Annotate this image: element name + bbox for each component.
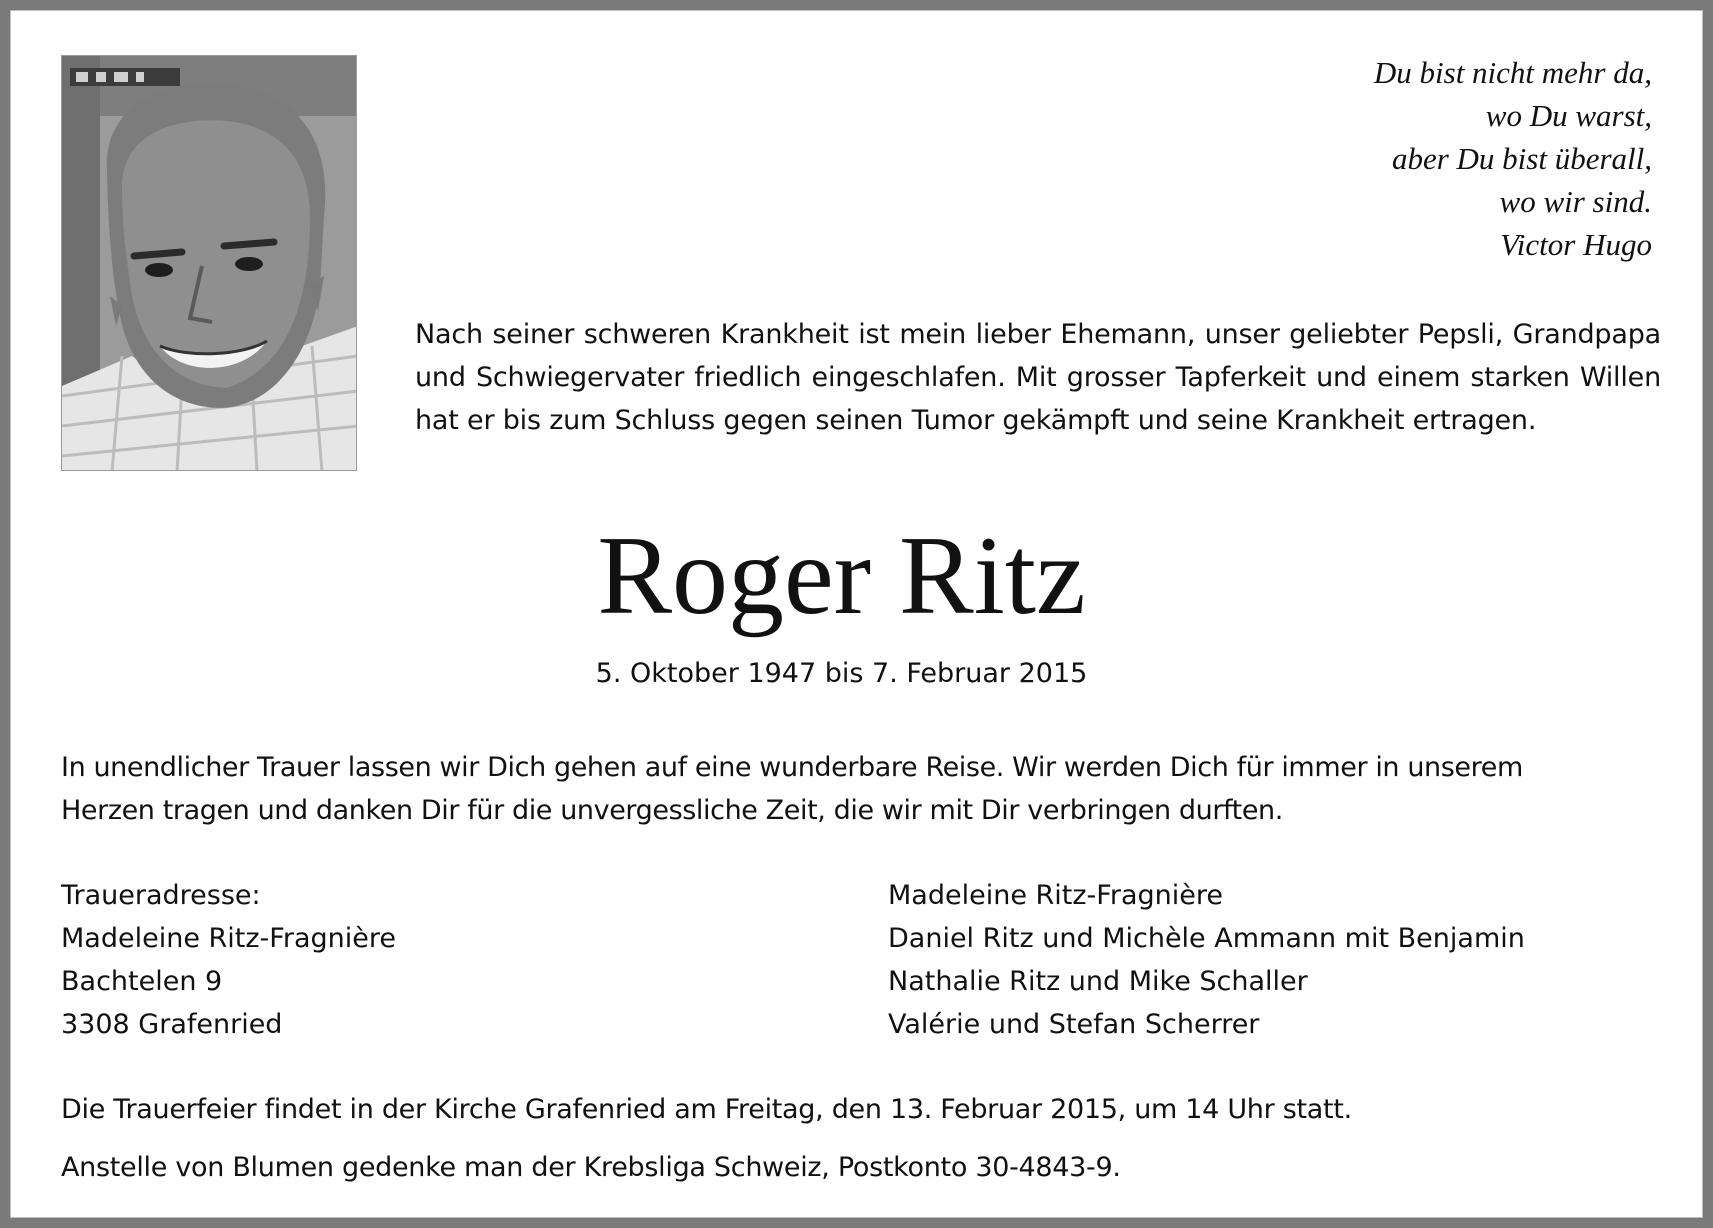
mourning-address: [61, 874, 396, 1046]
life-dates: 5. Oktober 1947 bis 7. Februar 2015: [595, 658, 1088, 689]
portrait-photo: [61, 55, 357, 471]
poem-line: wo wir sind.: [1499, 184, 1652, 219]
address-label: Traueradresse:: [61, 880, 261, 911]
mourning-paragraph: [61, 746, 1661, 832]
poem-line: wo Du warst,: [1485, 98, 1652, 133]
mourners-list: [888, 874, 1525, 1046]
mourning-line: Herzen tragen und danken Dir für die unvergessliche Zeit, die wir mit Dir verbringen durften.: [61, 795, 1283, 826]
donation-notice: Anstelle von Blumen gedenke man der Krebsliga Schweiz, Postkonto 30-4843-9.: [61, 1152, 1121, 1183]
deceased-name: Roger Ritz: [597, 514, 1086, 638]
mourning-line: In unendlicher Trauer lassen wir Dich gehen auf eine wunderbare Reise. Wir werden Dich für immer in unserem: [61, 752, 1523, 783]
poem-author: Victor Hugo: [1500, 227, 1652, 262]
poem-quote: [1052, 51, 1652, 266]
mourner-entry: Daniel Ritz und Michèle Ammann mit Benjamin: [888, 923, 1525, 954]
poem-line: aber Du bist überall,: [1391, 141, 1652, 176]
obituary-card: [10, 10, 1703, 1218]
portrait-illustration: [62, 56, 357, 471]
poem-line: Du bist nicht mehr da,: [1373, 55, 1652, 90]
mourner-entry: Valérie und Stefan Scherrer: [888, 1009, 1260, 1040]
mourner-entry: Nathalie Ritz und Mike Schaller: [888, 966, 1308, 997]
funeral-notice: Die Trauerfeier findet in der Kirche Grafenried am Freitag, den 13. Februar 2015, um 14 Uhr statt.: [61, 1094, 1352, 1125]
address-city: 3308 Grafenried: [61, 1009, 283, 1040]
intro-paragraph: Nach seiner schweren Krankheit ist mein lieber Ehemann, unser geliebter Pepsli, Grandpapa und Schwiegervater friedlich eingeschlafen. Mit grosser Tapferkeit und einem starken Willen hat er bis zum Schluss gegen seinen Tumor gekämpft und seine Krankheit ertragen.: [415, 319, 1661, 436]
address-street: Bachtelen 9: [61, 966, 223, 997]
mourner-entry: Madeleine Ritz-Fragnière: [888, 880, 1223, 911]
address-name: Madeleine Ritz-Fragnière: [61, 923, 396, 954]
